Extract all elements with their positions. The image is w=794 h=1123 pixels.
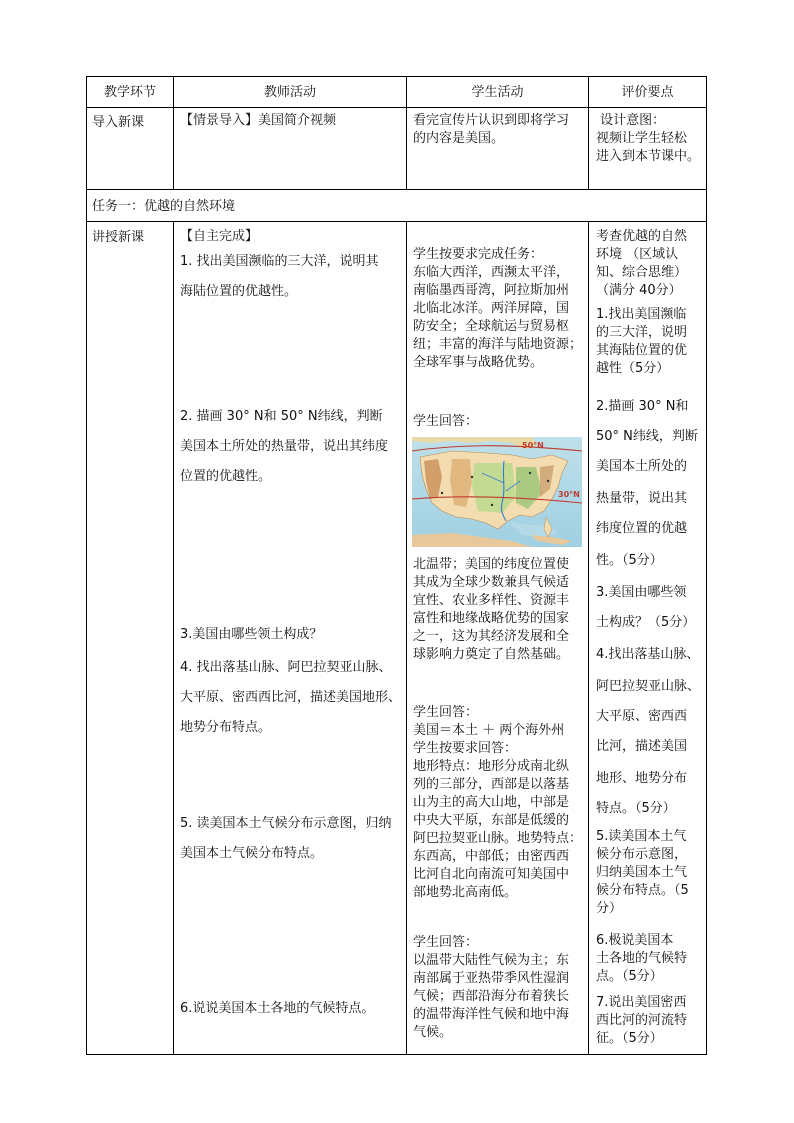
intro-student-line: 的内容是美国。: [413, 131, 505, 146]
student-answer-line: 比河自北向南流可知美国中: [413, 867, 570, 882]
eval-line: 纬度位置的优越: [596, 521, 688, 536]
intro-eval-line: 进入到本节课中。: [596, 149, 701, 164]
teacher-question-line: 美国本土气候分布特点。: [180, 846, 324, 861]
eval-line: 比河，描述美国: [596, 739, 688, 754]
eval-line: 美国本土所处的: [596, 459, 688, 474]
task-title: 任务一：优越的自然环境: [92, 199, 236, 214]
eval-line: 点。（5分）: [596, 969, 663, 984]
header-student-activity: 学生活动: [471, 85, 524, 100]
student-answer-line: 宜性、农业多样性、资源丰: [413, 593, 570, 608]
student-answer-line: 南临墨西哥湾，阿拉斯加州: [413, 283, 570, 298]
usa-latitude-map: [412, 437, 582, 547]
eval-line: 热量带，说出其: [596, 491, 688, 506]
lat-30-label: 30°N: [558, 490, 580, 499]
header-stage: 教学环节: [103, 85, 156, 100]
col-divider-3-lower: [588, 221, 589, 1055]
eval-line: 其海陆位置的优: [596, 343, 688, 358]
eval-line: 7.说出美国密西: [596, 995, 687, 1010]
eval-line: 知、综合思维）: [596, 265, 688, 280]
teacher-question-line: 美国本土所处的热量带，说出其纬度: [180, 439, 389, 454]
student-answer-line: 球影响力奠定了自然基础。: [413, 647, 570, 662]
teacher-question-line: 1. 找出美国濒临的三大洋，说明其: [180, 254, 379, 269]
eval-line: 5.读美国本土气: [596, 829, 687, 844]
eval-line: 分）: [596, 901, 623, 916]
student-answer-line: 东西高，中部低；由密西西: [413, 849, 570, 864]
teacher-question-line: 海陆位置的优越性。: [180, 284, 298, 299]
student-answer-line: 中央大平原，东部是低缓的: [413, 813, 570, 828]
teacher-question-line: 地势分布特点。: [180, 720, 272, 735]
student-answer-line: 东临大西洋，西濒太平洋，: [413, 265, 570, 280]
student-answer-line: 部地势北高南低。: [413, 885, 518, 900]
eval-line: 候分布特点。（5: [596, 883, 689, 898]
teacher-question-line: 2. 描画 30° N和 50° N纬线，判断: [180, 409, 383, 424]
eval-line: 大平原、密西西: [596, 709, 688, 724]
student-answer-line: 北温带；美国的纬度位置使: [413, 557, 570, 572]
student-answer-label: 学生按要求回答：: [413, 741, 518, 756]
student-answer-line: 的温带海洋性气候和地中海: [413, 1007, 570, 1022]
eval-line: 特点。（5分）: [596, 801, 676, 816]
eval-line: 西比河的河流特: [596, 1013, 688, 1028]
eval-line: 地形、地势分布: [596, 771, 688, 786]
student-answer-line: 以温带大陆性气候为主；东: [413, 953, 570, 968]
student-answer-line: 学生按要求完成任务：: [413, 247, 544, 262]
teacher-question-line: 位置的优越性。: [180, 469, 272, 484]
eval-line: 阿巴拉契亚山脉、: [596, 679, 701, 694]
eval-line: （满分 40分）: [596, 283, 682, 298]
eval-line: 土各地的气候特: [596, 951, 688, 966]
eval-line: 环境 （区域认: [596, 247, 679, 262]
eval-line: 3.美国由哪些领: [596, 585, 687, 600]
teacher-question-line: 4. 找出落基山脉、阿巴拉契亚山脉、: [180, 660, 392, 675]
intro-eval-line: 视频让学生轻松: [596, 131, 688, 146]
student-answer-line: 气候；西部沿海分布着狭长: [413, 989, 570, 1004]
student-answer-line: 南部属于亚热带季风性湿润: [413, 971, 570, 986]
teacher-question-line: 大平原、密西西比河，描述美国地形、: [180, 690, 402, 705]
intro-eval-line: 设计意图：: [596, 113, 666, 128]
student-answer-line: 防安全；全球航运与贸易枢: [413, 319, 570, 334]
teacher-question-line: 3.美国由哪些领土构成？: [180, 627, 323, 642]
eval-line: 候分布示意图，: [596, 847, 688, 862]
intro-stage: 导入新课: [92, 115, 145, 130]
teacher-question-line: 5. 读美国本土气候分布示意图，归纳: [180, 816, 392, 831]
table-border-left: [86, 76, 87, 1055]
eval-line: 越性（5分）: [596, 361, 670, 376]
student-answer-label: 学生回答：: [413, 414, 479, 429]
student-answer-line: 阿巴拉契亚山脉。地势特点：: [413, 831, 583, 846]
table-border-right: [706, 76, 707, 1055]
eval-line: 4.找出落基山脉、: [596, 647, 700, 662]
teacher-question-line: 6.说说美国本土各地的气候特点。: [180, 1001, 375, 1016]
eval-line: 性。（5分）: [596, 553, 663, 568]
header-teacher-activity: 教师活动: [263, 85, 316, 100]
eval-line: 考查优越的自然: [596, 229, 688, 244]
eval-line: 归纳美国本土气: [596, 865, 688, 880]
intro-teacher: 【情景导入】美国简介视频: [180, 113, 337, 128]
student-answer-line: 山为主的高大山地，中部是: [413, 795, 570, 810]
table-rule-task: [86, 221, 707, 222]
eval-line: 2.描画 30° N和: [596, 399, 689, 414]
student-answer-line: 富性和地缘战略优势的国家: [413, 611, 570, 626]
table-border-top: [86, 76, 707, 77]
student-answer-line: 纽；丰富的海洋与陆地资源；: [413, 337, 583, 352]
eval-line: 50° N纬线，判断: [596, 429, 698, 444]
student-answer-label: 学生回答：: [413, 705, 479, 720]
lesson-stage: 讲授新课: [92, 230, 145, 245]
student-answer-line: 之一，这为其经济发展和全: [413, 629, 570, 644]
col-divider-1-lower: [173, 221, 174, 1055]
teacher-self-complete: 【自主完成】: [180, 229, 259, 244]
eval-line: 6.极说美国本: [596, 933, 674, 948]
eval-line: 征。（5分）: [596, 1031, 663, 1046]
student-answer-line: 气候。: [413, 1025, 453, 1040]
table-border-bottom: [86, 1054, 707, 1055]
eval-line: 1.找出美国濒临: [596, 307, 687, 322]
student-answer-line: 地形特点：地形分成南北纵: [413, 759, 570, 774]
student-answer-label: 学生回答：: [413, 935, 479, 950]
student-answer-line: 美国＝本土 ＋ 两个海外州: [413, 723, 565, 738]
col-divider-2-lower: [406, 221, 407, 1055]
lat-50-label: 50°N: [522, 441, 544, 450]
student-answer-line: 北临北冰洋。两洋屏障，国: [413, 301, 570, 316]
eval-line: 土构成？（5分）: [596, 615, 696, 630]
intro-student-line: 看完宣传片认识到即将学习: [413, 113, 570, 128]
table-rule-intro: [86, 189, 707, 190]
student-answer-line: 列的三部分，西部是以落基: [413, 777, 570, 792]
student-answer-line: 全球军事与战略优势。: [413, 355, 544, 370]
student-answer-line: 其成为全球少数兼具气候适: [413, 575, 570, 590]
eval-line: 的三大洋，说明: [596, 325, 688, 340]
header-evaluation: 评价要点: [621, 85, 674, 100]
table-rule-header: [86, 107, 707, 108]
